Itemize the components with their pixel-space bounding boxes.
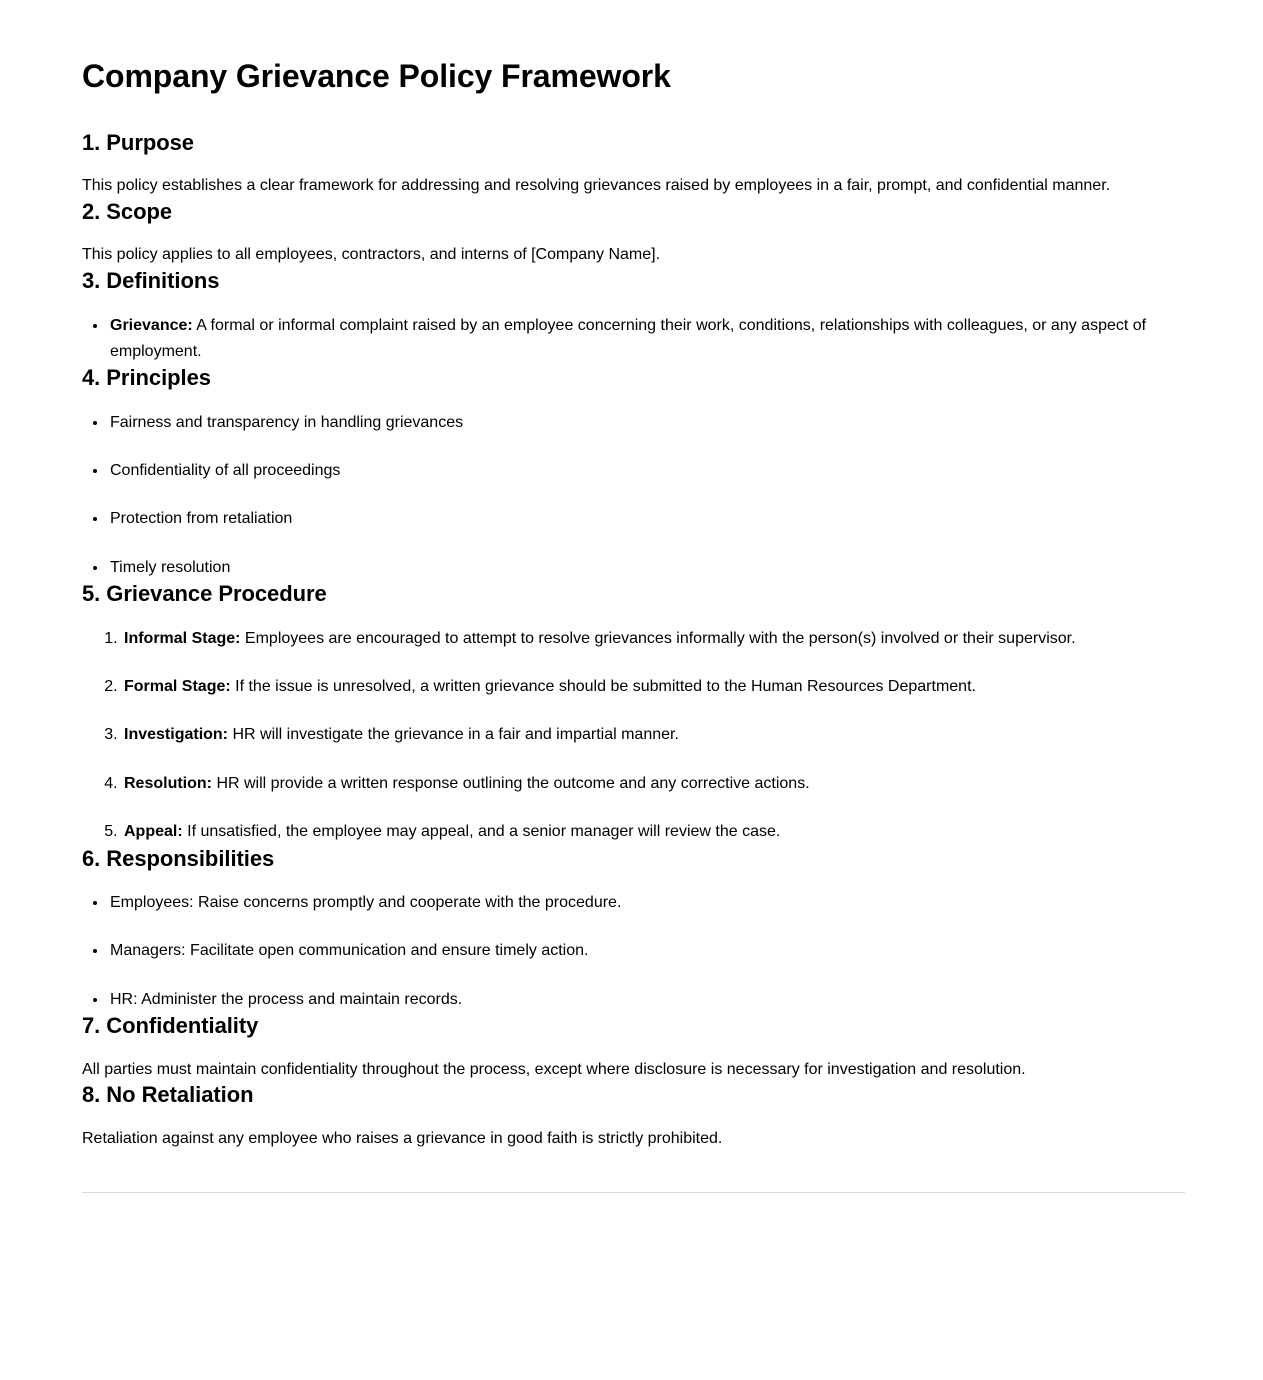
list-item [108,506,1185,532]
list-item [122,722,1185,748]
list-item [122,626,1185,652]
list-item [122,674,1185,700]
section-paragraph-no-retaliation: Retaliation against any employee who raises a grievance in good faith is strictly prohibited. [82,1129,723,1147]
list-item-text: Managers: Facilitate open communication and ensure timely action. [110,942,589,960]
list-item-text: If unsatisfied, the employee may appeal, and a senior manager will review the case. [182,823,781,841]
section-scope [82,199,1185,268]
list-item-text: A formal or informal complaint raised by an employee concerning their work, conditions, relationships with colleagues, or any aspect of employment. [110,316,1147,360]
section-heading-grievance-procedure: 5. Grievance Procedure [82,581,327,607]
section-heading-purpose: 1. Purpose [82,129,194,155]
list-item [108,555,1185,581]
list-item [108,890,1185,916]
list-item-text: HR will provide a written response outlining the outcome and any corrective actions. [212,774,810,792]
list-item-text: Employees are encouraged to attempt to resolve grievances informally with the person(s) involved or their supervisor. [240,629,1076,647]
list-item-term: Grievance: [110,316,193,334]
list-item-text: If the issue is unresolved, a written grievance should be submitted to the Human Resources Department. [230,678,976,696]
grievance-procedure-list [82,626,1185,846]
list-item-term: Appeal: [124,823,183,841]
section-heading-responsibilities: 6. Responsibilities [82,845,275,871]
list-item [122,819,1185,845]
list-item-text: HR will investigate the grievance in a fair and impartial manner. [228,726,679,744]
principles-list [82,410,1185,582]
section-paragraph-confidentiality: All parties must maintain confidentiality throughout the process, except where disclosure is necessary for investigation and resolution. [82,1060,1026,1078]
list-item [122,771,1185,797]
section-definitions [82,268,1185,365]
definitions-list [82,313,1185,366]
list-item-term: Formal Stage: [124,678,231,696]
list-item [108,458,1185,484]
list-item [108,987,1185,1013]
list-item [108,938,1185,964]
section-paragraph-scope: This policy applies to all employees, contractors, and interns of [Company Name]. [82,246,661,264]
list-item-text: Confidentiality of all proceedings [110,462,341,480]
list-item-text: Employees: Raise concerns promptly and cooperate with the procedure. [110,893,622,911]
section-no-retaliation [82,1082,1185,1151]
section-responsibilities [82,846,1185,1014]
list-item-text: Protection from retaliation [110,510,293,528]
list-item-term: Informal Stage: [124,629,241,647]
section-heading-scope: 2. Scope [82,198,173,224]
list-item [108,313,1185,366]
list-item-text: HR: Administer the process and maintain records. [110,990,463,1008]
list-item-term: Investigation: [124,726,229,744]
section-heading-definitions: 3. Definitions [82,268,220,294]
section-heading-principles: 4. Principles [82,365,211,391]
list-item [108,410,1185,436]
section-principles [82,365,1185,581]
section-grievance-procedure [82,581,1185,845]
section-heading-confidentiality: 7. Confidentiality [82,1013,259,1039]
section-paragraph-purpose: This policy establishes a clear framework for addressing and resolving grievances raised by employees in a fair, prompt, and confidential manner. [82,177,1111,195]
list-item-term: Resolution: [124,774,212,792]
section-purpose [82,130,1185,199]
section-heading-no-retaliation: 8. No Retaliation [82,1082,254,1108]
list-item-text: Timely resolution [110,558,231,576]
section-confidentiality [82,1013,1185,1082]
page-title: Company Grievance Policy Framework [82,58,671,94]
responsibilities-list [82,890,1185,1013]
footer-divider [82,1192,1185,1193]
list-item-text: Fairness and transparency in handling grievances [110,413,464,431]
